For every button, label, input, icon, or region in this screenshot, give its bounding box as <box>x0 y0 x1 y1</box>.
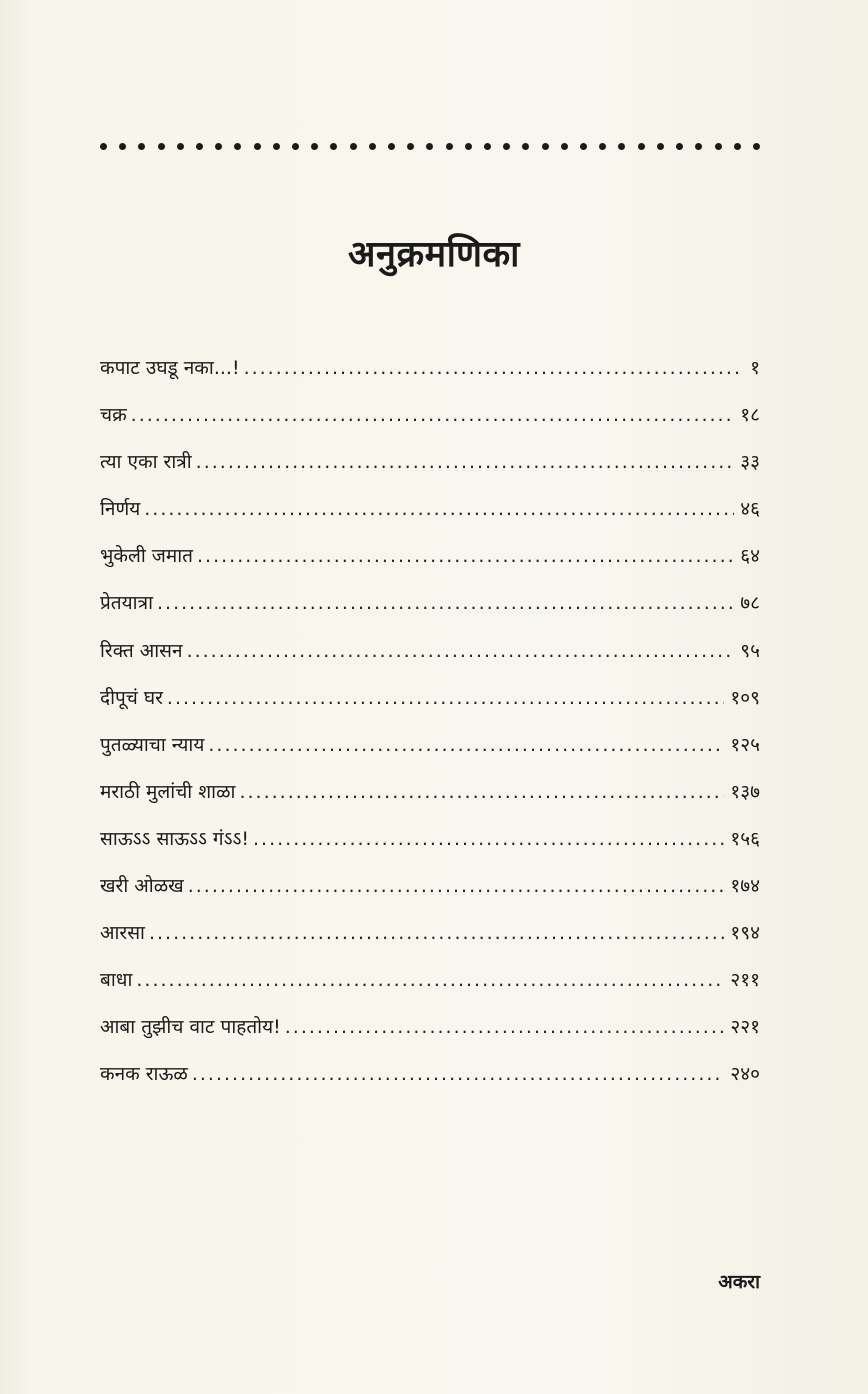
toc-entry-page: १२५ <box>730 733 760 756</box>
dot-leader <box>196 439 735 486</box>
toc-entry <box>100 675 760 722</box>
page-number-label: अकरा <box>718 1271 760 1293</box>
toc-entry-page: १०९ <box>730 686 760 709</box>
toc-entry <box>100 722 760 769</box>
toc-entry <box>100 769 760 816</box>
dot-leader <box>144 486 734 533</box>
dotted-rule <box>100 138 760 154</box>
toc-entry-title: निर्णय <box>100 498 141 521</box>
dot-leader <box>197 533 734 580</box>
toc-entry <box>100 345 760 392</box>
page-title: अनुक्रमणिका <box>348 234 520 275</box>
toc-entry-page: १३७ <box>730 780 760 803</box>
dot-leader <box>167 675 724 722</box>
dot-leader <box>285 1004 725 1051</box>
toc-entry-title: चक्र <box>100 404 127 427</box>
toc-entry-page: २२१ <box>730 1016 760 1039</box>
dot-leader <box>131 392 735 439</box>
dot-leader <box>187 628 735 675</box>
toc-entry-page: २४० <box>730 1063 760 1086</box>
toc-entry <box>100 1051 760 1098</box>
toc-entry-title: खरी ओळख <box>100 875 184 898</box>
dot-leader <box>188 863 725 910</box>
toc-entry <box>100 863 760 910</box>
toc-entry <box>100 910 760 957</box>
toc-entry-title: त्या एका रात्री <box>100 451 192 474</box>
toc-entry-title: आबा तुझीच वाट पाहतोय! <box>100 1016 281 1039</box>
toc-entry <box>100 392 760 439</box>
dot-leader <box>239 769 724 816</box>
toc-entry-page: १९४ <box>730 922 760 945</box>
toc-entry <box>100 580 760 627</box>
toc-entry-title: मराठी मुलांची शाळा <box>100 780 236 803</box>
toc-entry-title: आरसा <box>100 922 145 945</box>
toc-entry-page: ३३ <box>740 451 760 474</box>
toc-entry-title: कपाट उघडू नका...! <box>100 357 240 379</box>
toc-entry-page: ९५ <box>740 639 760 662</box>
dot-leader <box>149 910 724 957</box>
toc-entry <box>100 439 760 486</box>
toc-entry-title: पुतळ्याचा न्याय <box>100 733 205 756</box>
toc-entry <box>100 628 760 675</box>
table-of-contents <box>100 345 760 1099</box>
toc-entry-page: ७८ <box>740 592 760 615</box>
toc-entry-page: ६४ <box>740 545 760 568</box>
toc-entry <box>100 533 760 580</box>
toc-entry-title: साऊऽऽ साऊऽऽ गंऽऽ! <box>100 827 249 850</box>
toc-entry-title: प्रेतयात्रा <box>100 592 153 615</box>
dot-leader <box>157 580 734 627</box>
toc-entry-title: रिक्त आसन <box>100 639 183 662</box>
dot-leader <box>244 345 745 392</box>
toc-entry-page: १७४ <box>730 875 760 898</box>
dot-leader <box>136 957 724 1004</box>
toc-entry <box>100 957 760 1004</box>
toc-entry-title: बाधा <box>100 969 133 992</box>
toc-entry-page: ४६ <box>740 498 760 521</box>
toc-entry-page: १ <box>750 357 760 379</box>
toc-entry-page: १५६ <box>730 827 760 850</box>
toc-entry <box>100 486 760 533</box>
dot-leader <box>208 722 724 769</box>
dot-leader <box>253 816 724 863</box>
toc-entry-page: २११ <box>730 969 760 992</box>
dot-leader <box>192 1051 725 1098</box>
toc-entry-title: दीपूचं घर <box>100 686 163 709</box>
toc-entry-title: भुकेली जमात <box>100 545 194 568</box>
toc-entry-page: १८ <box>740 404 760 427</box>
toc-entry <box>100 1004 760 1051</box>
toc-entry-title: कनक राऊळ <box>100 1063 188 1086</box>
toc-entry <box>100 816 760 863</box>
